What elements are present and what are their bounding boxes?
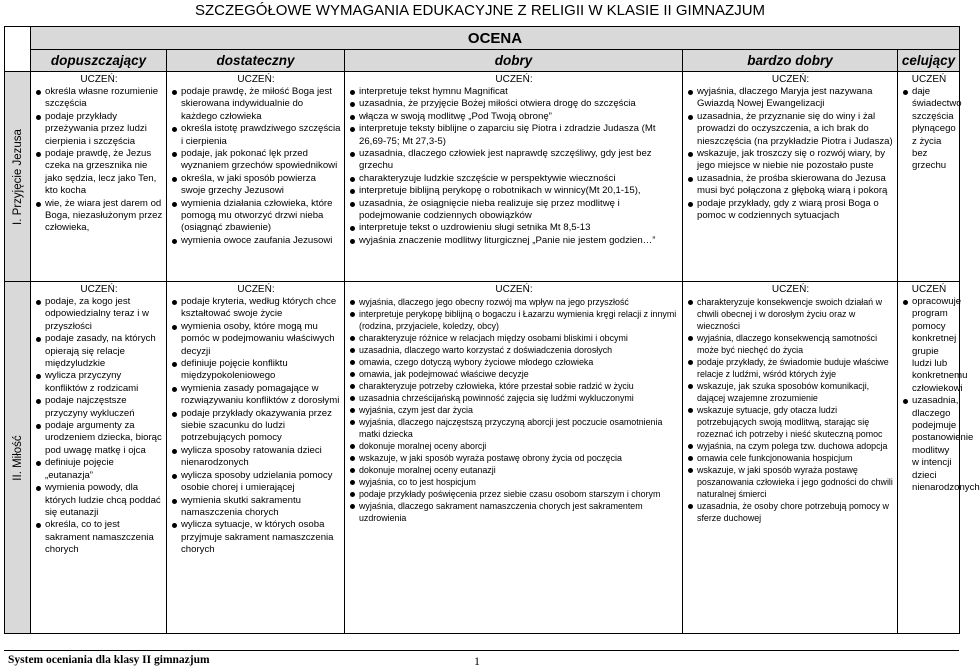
requirement-item: opracowuje program pomocy konkretnej grupie ludzi lub konkretnemu człowiekowi (901, 296, 957, 395)
requirement-item: podaje przykłady przeżywania przez ludzi cierpienia i szczęścia (34, 111, 164, 148)
requirement-item: dokonuje moralnej oceny eutanazji (348, 464, 680, 476)
cell-header: UCZEŃ: (495, 74, 533, 85)
level-dobry: dobry (345, 50, 683, 72)
requirement-list (34, 86, 164, 235)
level-celujacy: celujący (898, 50, 960, 72)
cell-header: UCZEŃ: (80, 284, 118, 295)
page-number: 1 (474, 654, 480, 668)
cell-s1-c4 (898, 282, 980, 634)
requirement-item: wyjaśnia, dlaczego konsekwencją samotności może być niechęć do życia (686, 332, 895, 356)
cell-s0-c0 (31, 72, 167, 282)
requirement-item: wskazuje, jak troszczy się o rozwój wiary, by jego miejsce w niebie nie pozostało puste (686, 148, 895, 173)
footer-rule (4, 650, 959, 651)
cell-s1-c0 (31, 282, 167, 634)
requirement-list (34, 296, 164, 557)
cell-s0-c3 (683, 72, 898, 282)
requirement-item: uzasadnia, że przyjęcie Bożej miłości otwiera drogę do szczęścia (348, 98, 680, 110)
cell-header: UCZEŃ: (80, 74, 118, 85)
requirement-item: wymienia zasady pomagające w rozwiązywaniu konfliktów z dorosłymi (170, 383, 342, 408)
requirement-item: uzasadnia, dlaczego człowiek jest naprawdę szczęśliwy, gdy jest bez grzechu (348, 148, 680, 173)
requirement-item: wymienia osoby, które mogą mu pomóc w podejmowaniu właściwych decyzji (170, 321, 342, 358)
requirement-item: podaje przykłady, gdy z wiarą prosi Boga o pomoc w codziennych sytuacjach (686, 198, 895, 223)
requirement-item: określa istotę prawdziwego szczęścia i cierpienia (170, 123, 342, 148)
requirement-list (686, 296, 895, 524)
requirement-item: definiuje pojęcie konfliktu międzypokoleniowego (170, 358, 342, 383)
requirement-item: określa, w jaki sposób powierza swoje grzechy Jezusowi (170, 173, 342, 198)
cell-header: UCZEŃ: (771, 74, 810, 85)
requirement-item: omawia, czego dotyczą wybory życiowe młodego człowieka (348, 356, 680, 368)
requirement-item: wskazuje, w jaki sposób wyraża postawę poszanowania człowieka i jego godności do chwili naturalnej śmierci (686, 464, 895, 500)
requirement-item: dokonuje moralnej oceny aborcji (348, 440, 680, 452)
requirement-item: podaje prawdę, że Jezus czeka na grzesznika nie jako sędzia, lecz jako Ten, kto kocha (34, 148, 164, 198)
requirement-list (348, 296, 680, 524)
corner-cell (5, 27, 31, 72)
level-dopuszczajacy: dopuszczający (31, 50, 167, 72)
requirement-item: podaje przykłady, że świadomie buduje właściwe relacje z ludźmi, wśród których żyje (686, 356, 895, 380)
requirement-item: uzasadnia, że osoby chore potrzebują pomocy w sferze duchowej (686, 500, 895, 524)
level-dostateczny: dostateczny (167, 50, 345, 72)
requirement-item: wymienia skutki sakramentu namaszczenia chorych (170, 495, 342, 520)
document-title: SZCZEGÓŁOWE WYMAGANIA EDUKACYJNE Z RELIGII W KLASIE II GIMNAZJUM (194, 2, 766, 19)
requirement-item: interpretuje teksty biblijne o zaparciu się Piotra i zdradzie Judasza (Mt 26,69-75; Mt 27,3-5) (348, 123, 680, 148)
section-row (5, 72, 960, 282)
requirement-item: uzasadnia, że prośba skierowana do Jezusa musi być połączona z głęboką wiarą i pokorą (686, 173, 895, 198)
requirement-item: wskazuje sytuacje, gdy otacza ludzi potrzebujących swoją modlitwą, starając się rozeznać ich potrzeby i nieść skuteczną pomoc (686, 404, 895, 440)
requirement-item: charakteryzuje ludzkie szczęście w perspektywie wieczności (348, 173, 680, 185)
section-row (5, 282, 960, 634)
requirement-item: włącza w swoją modlitwę „Pod Twoją obronę” (348, 111, 680, 123)
cell-header: UCZEŃ: (771, 284, 810, 295)
requirement-item: podaje prawdę, że miłość Boga jest skierowana indywidualnie do każdego człowieka (170, 86, 342, 123)
requirement-item: wyjaśnia, dlaczego Maryja jest nazywana Gwiazdą Nowej Ewangelizacji (686, 86, 895, 111)
requirement-item: podaje przykłady poświęcenia przez siebie czasu osobom starszym i chorym (348, 488, 680, 500)
requirement-item: interpretuje perykopę biblijną o bogaczu i Łazarzu wymienia kręgi relacji z innymi (rodzina, przyjaciele, koledzy, obcy) (348, 308, 680, 332)
requirement-item: wyjaśnia, dlaczego sakrament namaszczenia chorych jest sakramentem uzdrowienia (348, 500, 680, 524)
cell-header: UCZEŃ: (237, 284, 275, 295)
requirement-item: uzasadnia chrześcijańską powinność zajęcia się ludźmi wykluczonymi (348, 392, 680, 404)
requirement-item: wyjaśnia, dlaczego jego obecny rozwój ma wpływ na jego przyszłość (348, 296, 680, 308)
requirement-item: wylicza przyczyny konfliktów z rodzicami (34, 370, 164, 395)
requirement-item: wylicza sposoby udzielania pomocy osobie chorej i umierającej (170, 470, 342, 495)
requirement-item: wyjaśnia, na czym polega tzw. duchowa adopcja (686, 440, 895, 452)
cell-s1-c3 (683, 282, 898, 634)
level-bardzo-dobry: bardzo dobry (683, 50, 898, 72)
requirement-item: wymienia działania człowieka, które pomogą mu otworzyć drzwi nieba (osiągnąć zbawienie) (170, 198, 342, 235)
requirement-item: charakteryzuje konsekwencje swoich działań w chwili obecnej i w dorosłym życiu oraz w wieczności (686, 296, 895, 332)
requirement-item: podaje, za kogo jest odpowiedzialny teraz i w przyszłości (34, 296, 164, 333)
requirement-item: charakteryzuje potrzeby człowieka, które przestał sobie radzić w życiu (348, 380, 680, 392)
requirements-table (4, 26, 980, 634)
requirement-item: określa, co to jest sakrament namaszczenia chorych (34, 519, 164, 556)
requirement-item: wymienia owoce zaufania Jezusowi (170, 235, 342, 247)
requirement-item: definiuje pojęcie „eutanazja” (34, 457, 164, 482)
cell-s1-c1 (167, 282, 345, 634)
requirement-list (170, 296, 342, 557)
requirement-list (348, 86, 680, 247)
ocena-header: OCENA (31, 27, 960, 50)
requirement-item: wyjaśnia, czym jest dar życia (348, 404, 680, 416)
footer-text: System oceniania dla klasy II gimnazjum (8, 654, 210, 666)
requirement-item: interpretuje biblijną perykopę o robotnikach w winnicy(Mt 20,1-15), (348, 185, 680, 197)
requirement-item: podaje najczęstsze przyczyny wykluczeń (34, 395, 164, 420)
cell-header: UCZEŃ: (237, 74, 275, 85)
requirement-item: omawia cele funkcjonowania hospicjum (686, 452, 895, 464)
requirement-item: podaje, jak pokonać lęk przed wyznaniem grzechów spowiednikowi (170, 148, 342, 173)
requirement-item: omawia, jak podejmować właściwe decyzje (348, 368, 680, 380)
requirement-item: wylicza sytuacje, w których osoba przyjmuje sakrament namaszczenia chorych (170, 519, 342, 556)
requirement-item: daje świadectwo szczęścia płynącego z życia bez grzechu (901, 86, 957, 173)
requirement-item: wylicza sposoby ratowania dzieci nienarodzonych (170, 445, 342, 470)
requirement-list (686, 86, 895, 222)
requirement-item: wie, że wiara jest darem od Boga, niezasłużonym przez człowieka, (34, 198, 164, 235)
cell-s1-c2 (345, 282, 683, 634)
section-label: II. Miłość (5, 282, 31, 634)
requirement-item: podaje argumenty za urodzeniem dziecka, biorąc pod uwagę matkę i ojca (34, 420, 164, 457)
requirement-item: wskazuje, jak szuka sposobów komunikacji, dającej wzajemne zrozumienie (686, 380, 895, 404)
section-label: I. Przyjęcie Jezusa (5, 72, 31, 282)
requirement-item: określa własne rozumienie szczęścia (34, 86, 164, 111)
requirement-item: podaje kryteria, według których chce kształtować swoje życie (170, 296, 342, 321)
requirement-item: podaje przykłady okazywania przez siebie szacunku do ludzi potrzebujących pomocy (170, 408, 342, 445)
cell-s0-c2 (345, 72, 683, 282)
requirement-item: interpretuje tekst hymnu Magnificat (348, 86, 680, 98)
cell-header: UCZEŃ: (495, 284, 533, 295)
requirement-list (901, 86, 962, 173)
requirement-item: wymienia powody, dla których ludzie chcą poddać się eutanazji (34, 482, 164, 519)
requirement-item: wyjaśnia znaczenie modlitwy liturgicznej „Panie nie jestem godzien…” (348, 235, 680, 247)
requirement-item: charakteryzuje różnice w relacjach między osobami bliskimi i obcymi (348, 332, 680, 344)
requirement-item: uzasadnia, dlaczego warto korzystać z doświadczenia dorosłych (348, 344, 680, 356)
cell-s0-c4 (898, 72, 960, 282)
requirement-item: uzasadnia, dlaczego podejmuje postanowienie modlitwy w intencji dzieci nienarodzonych (901, 395, 957, 494)
requirement-item: interpretuje tekst o uzdrowieniu sługi setnika Mt 8,5-13 (348, 222, 680, 234)
cell-s0-c1 (167, 72, 345, 282)
requirement-item: wyjaśnia, dlaczego najczęstszą przyczyną aborcji jest poczucie osamotnienia matki dziecka (348, 416, 680, 440)
requirement-item: wyjaśnia, co to jest hospicjum (348, 476, 680, 488)
requirement-item: wskazuje, w jaki sposób wyraża postawę obrony życia od poczęcia (348, 452, 680, 464)
cell-header: UCZEŃ (911, 74, 947, 85)
requirement-item: uzasadnia, że osiągnięcie nieba realizuje się przez modlitwę i podejmowanie codziennych obowiązków (348, 198, 680, 223)
requirement-item: uzasadnia, że przyznanie się do winy i żal prowadzi do oczyszczenia, a ich brak do nieszczęścia (na przykładzie Piotra i Judasza) (686, 111, 895, 148)
requirement-list (901, 296, 980, 495)
cell-header: UCZEŃ (911, 284, 947, 295)
requirement-item: podaje zasady, na których opierają się relacje międzyludzkie (34, 333, 164, 370)
requirement-list (170, 86, 342, 247)
